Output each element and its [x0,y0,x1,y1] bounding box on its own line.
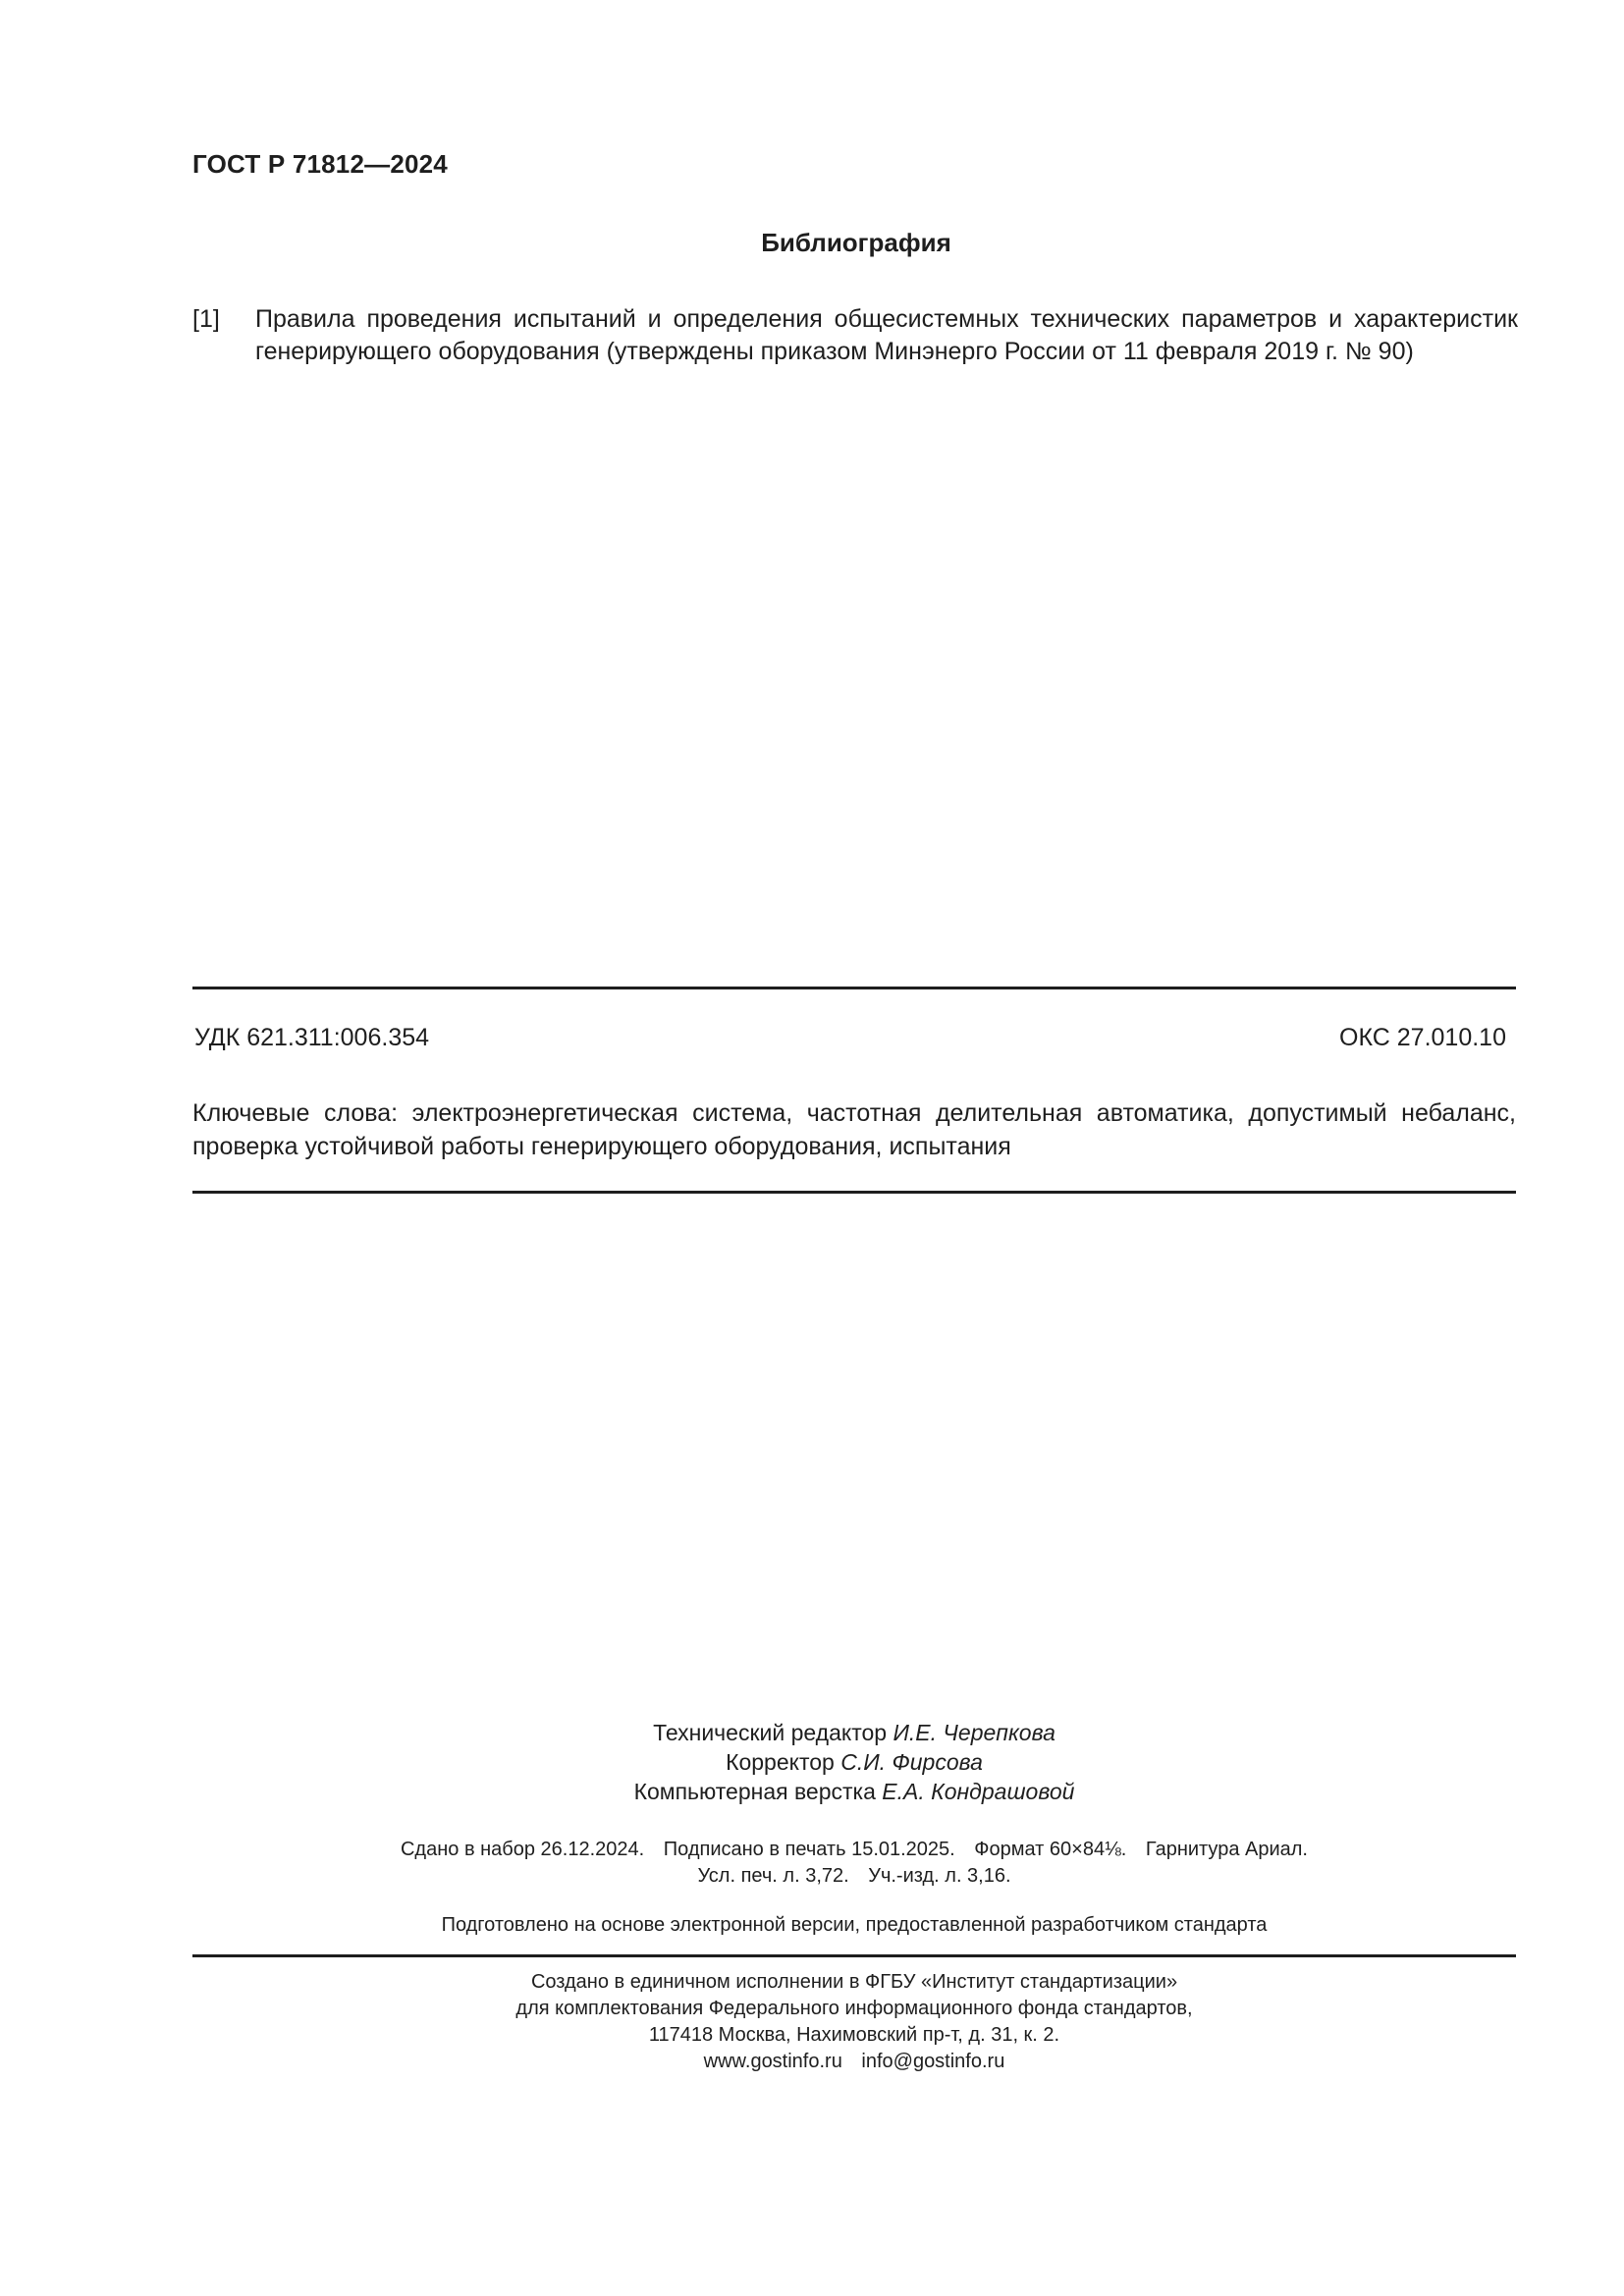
oks-code: ОКС 27.010.10 [1339,1024,1506,1051]
edit-sheets: Уч.-изд. л. 3,16. [868,1865,1011,1887]
credit-role: Технический редактор [653,1720,888,1745]
document-code: ГОСТ Р 71812—2024 [192,149,448,179]
credit-role: Корректор [726,1749,835,1775]
credit-name: С.И. Фирсова [840,1749,983,1775]
print-sheets: Усл. печ. л. 3,72. [697,1865,849,1887]
print-info [192,1837,1516,1890]
publisher-line2: для комплектования Федерального информационного фонда стандартов, [515,1998,1193,2019]
publisher-address: 117418 Москва, Нахимовский пр-т, д. 31, к. 2. [648,2024,1060,2046]
typeface: Гарнитура Ариал. [1145,1839,1308,1860]
bibliography-number: [1] [192,305,220,333]
bibliography-item [192,303,1518,368]
credit-name: И.Е. Черепкова [893,1720,1056,1745]
credits-block [192,1718,1516,1806]
credit-technical-editor [192,1718,1516,1747]
submitted-date: Сдано в набор 26.12.2024. [400,1839,645,1860]
divider-middle [192,1191,1516,1194]
email-link[interactable]: info@gostinfo.ru [861,2051,1005,2072]
print-info-line2 [192,1863,1516,1890]
credit-name: Е.А. Кондрашовой [882,1779,1075,1804]
credit-proofreader [192,1747,1516,1777]
publisher-contacts [192,2049,1516,2075]
section-title: Библиография [761,228,951,257]
print-info-line1 [192,1837,1516,1863]
signed-date: Подписано в печать 15.01.2025. [663,1839,955,1860]
publisher-line1: Создано в единичном исполнении в ФГБУ «Институт стандартизации» [530,1971,1178,1993]
credit-role: Компьютерная верстка [633,1779,876,1804]
divider-bottom [192,1954,1516,1957]
publisher-block [192,1969,1516,2075]
format: Формат 60×84⅛. [974,1839,1127,1860]
credit-layout [192,1777,1516,1806]
keywords: Ключевые слова: электроэнергетическая система, частотная делительная автоматика, допустимый небаланс, проверка устойчивой работы генерирующего оборудования, испытания [192,1099,1516,1160]
bibliography-text: Правила проведения испытаний и определения общесистемных технических параметров и характеристик генерирующего оборудования (утверждены приказом Минэнерго России от 11 февраля 2019 г. № 90) [255,305,1518,365]
prepared-note: Подготовлено на основе электронной версии, предоставленной разработчиком стандарта [441,1914,1268,1936]
website-link[interactable]: www.gostinfo.ru [703,2051,842,2072]
udk-code: УДК 621.311:006.354 [194,1024,430,1051]
divider-top [192,987,1516,989]
